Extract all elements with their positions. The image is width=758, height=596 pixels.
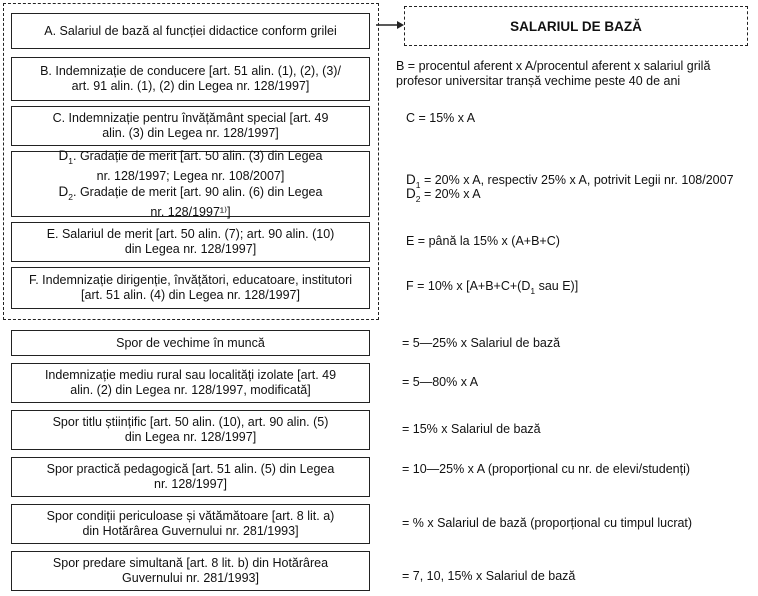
component-c-text-1: C. Indemnizație pentru învățământ special [art. 49: [52, 111, 329, 125]
component-b-text-2: art. 91 alin. (1), (2) din Legea nr. 128/1997]: [71, 79, 310, 93]
formula-d1-letter: D: [406, 172, 416, 187]
component-c-text-2: alin. (3) din Legea nr. 128/1997]: [102, 126, 279, 140]
formula-d2-text: = 20% x A: [420, 187, 481, 201]
bonus-formula: = 15% x Salariul de bază: [402, 422, 541, 436]
component-a-box: [11, 13, 370, 49]
component-f-text-1: F. Indemnizație dirigenție, învățători, educatoare, institutori: [28, 273, 353, 287]
bonus-box: [11, 410, 370, 450]
formula-f-subscript: 1: [530, 286, 536, 296]
formula-d1-text: = 20% x A, respectiv 25% x A, potrivit Legii nr. 108/2007: [420, 173, 734, 187]
formula-b-line-2: profesor universitar tranșă vechime peste 40 de ani: [396, 74, 681, 88]
formula-f-pre: F = 10% x [A+B+C+(D: [406, 279, 531, 293]
formula-d1-subscript: 1: [415, 180, 421, 190]
salariul-de-baza-title-box: [404, 6, 748, 46]
bonus-formula: = 5—80% x A: [402, 375, 479, 389]
bonus-formula: = 7, 10, 15% x Salariul de bază: [402, 569, 576, 583]
bonus-box: [11, 330, 370, 356]
bonus-formula: = 10—25% x A (proporțional cu nr. de elevi/studenți): [402, 462, 691, 476]
bonus-box: [11, 363, 370, 403]
bonus-text: Spor predare simultană [art. 8 lit. b) din Hotărârea: [52, 556, 329, 570]
formula-d2-subscript: 2: [415, 194, 421, 204]
component-b-text-1: B. Indemnizație de conducere [art. 51 alin. (1), (2), (3)/: [40, 64, 341, 78]
bonus-text: din Legea nr. 128/1997]: [124, 430, 257, 444]
component-d1-text-1: [59, 148, 323, 169]
component-e-text-1: E. Salariul de merit [art. 50 alin. (7); art. 90 alin. (10): [46, 227, 335, 241]
bonus-formula: = 5—25% x Salariul de bază: [402, 336, 561, 350]
formula-f: [406, 279, 578, 299]
bonus-text: Spor titlu științific [art. 50 alin. (10), art. 90 alin. (5): [52, 415, 329, 429]
bonus-text: din Hotărârea Guvernului nr. 281/1993]: [82, 524, 299, 538]
component-e-text-2: din Legea nr. 128/1997]: [124, 242, 257, 256]
bonus-text: Spor de vechime în muncă: [116, 335, 265, 350]
formula-c: C = 15% x A: [406, 111, 476, 125]
component-d1-label: . Gradație de merit [art. 50 alin. (3) din Legea: [73, 149, 323, 163]
bonus-box: [11, 504, 370, 544]
component-c-box: [11, 106, 370, 146]
formula-e: E = până la 15% x (A+B+C): [406, 234, 560, 248]
bonus-formula: = % x Salariul de bază (proporțional cu timpul lucrat): [402, 516, 693, 530]
bonus-box: [11, 551, 370, 591]
component-d2-text-1: [59, 184, 323, 205]
component-d2-text-2: nr. 128/1997¹⁾]: [150, 205, 231, 219]
bonus-text: Indemnizație mediu rural sau localități izolate [art. 49: [44, 368, 337, 382]
component-d2-label: . Gradație de merit [art. 90 alin. (6) din Legea: [73, 185, 323, 199]
arrow-right-icon: [376, 18, 406, 32]
formula-b: [396, 59, 710, 89]
component-f-text-2: [art. 51 alin. (4) din Legea nr. 128/1997]: [81, 288, 300, 302]
title-label: SALARIUL DE BAZĂ: [510, 18, 642, 34]
formula-f-post: sau E)]: [535, 279, 579, 293]
bonus-text: Spor practică pedagogică [art. 51 alin. (5) din Legea: [46, 462, 335, 476]
bonus-text: Guvernului nr. 281/1993]: [122, 571, 259, 585]
bonus-box: [11, 457, 370, 497]
component-e-box: [11, 222, 370, 262]
component-d2-subscript: 2: [68, 192, 74, 202]
bonus-text: nr. 128/1997]: [154, 477, 227, 491]
formula-d2-letter: D: [406, 186, 416, 201]
component-d1-text-2: nr. 128/1997; Legea nr. 108/2007]: [96, 169, 285, 183]
component-f-box: [11, 267, 370, 309]
bonus-text: Spor condiții periculoase și vătămătoare [art. 8 lit. a): [46, 509, 335, 523]
component-b-box: [11, 57, 370, 101]
component-d2-letter: D: [58, 184, 69, 199]
formula-d2: [406, 186, 481, 207]
formula-b-line-1: B = procentul aferent x A/procentul aferent x salariul grilă: [396, 59, 711, 73]
component-d1-subscript: 1: [68, 156, 74, 166]
component-d-box: [11, 148, 370, 219]
component-d1-letter: D: [58, 148, 69, 163]
component-a-text: A. Salariul de bază al funcției didactice conform grilei: [44, 23, 337, 38]
bonus-text: alin. (2) din Legea nr. 128/1997, modificată]: [70, 383, 311, 397]
